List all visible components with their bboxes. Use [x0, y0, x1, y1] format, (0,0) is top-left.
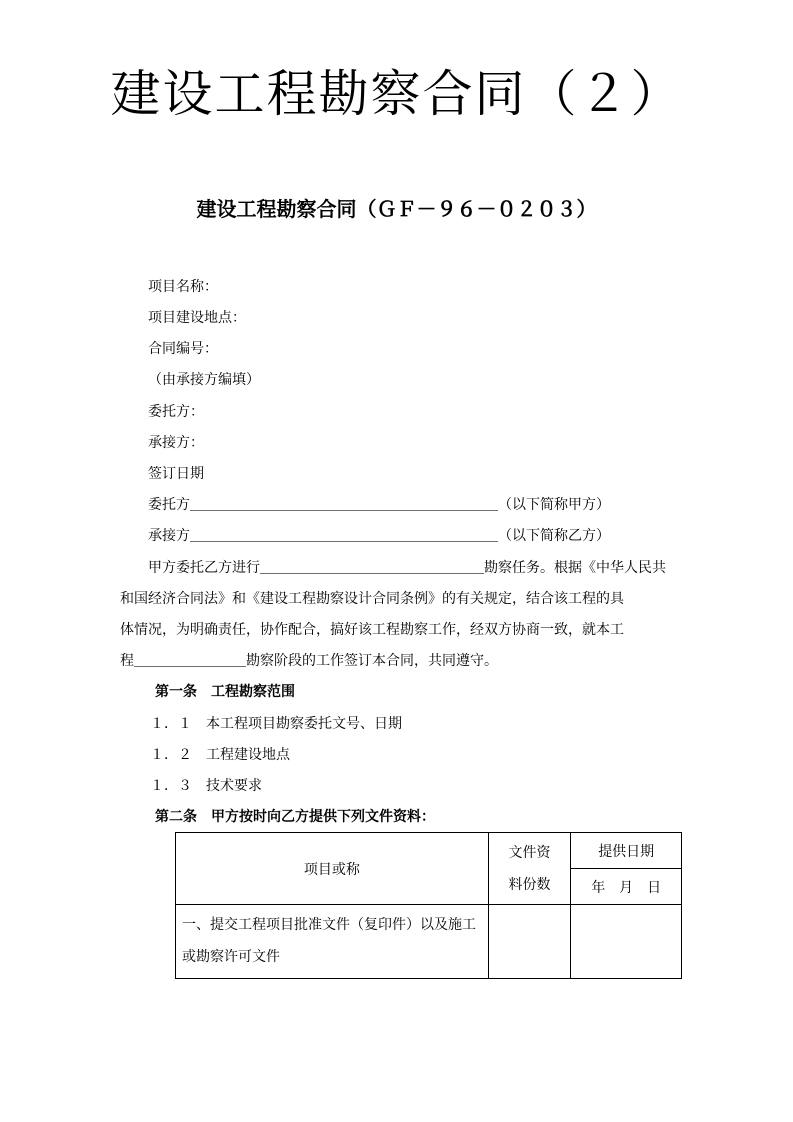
row-1-count — [488, 905, 571, 979]
article2-heading: 第二条 甲方按时向乙方提供下列文件资料： — [155, 809, 435, 825]
row-1-item: 一、提交工程项目批准文件（复印件）以及施工或勘察许可文件 — [176, 905, 489, 979]
field-contractor: 承接方： — [148, 435, 204, 451]
intro-line-3: 体情况，为明确责任，协作配合，搞好该工程勘察工作，经双方协商一致，就本工 — [120, 622, 624, 638]
field-client: 委托方： — [148, 404, 204, 420]
party-contractor-line: 承接方＿＿＿＿＿＿＿＿＿＿＿＿＿＿＿＿＿＿＿＿＿＿（以下简称乙方） — [148, 528, 610, 544]
field-sign-date: 签订日期 — [148, 466, 204, 482]
documents-table — [175, 832, 682, 979]
header-item-name: 项目或称 — [176, 833, 489, 905]
intro-line-2: 和国经济合同法》和《建设工程勘察设计合同条例》的有关规定，结合该工程的具 — [120, 591, 624, 607]
field-project-name: 项目名称： — [148, 279, 218, 295]
header-doc-count-line-1: 文件资 — [508, 844, 551, 861]
article1-heading: 第一条 工程勘察范围 — [155, 684, 295, 700]
article1-item-2: １．２ 工程建设地点 — [150, 747, 290, 763]
row-1-date — [571, 905, 682, 979]
party-client-line: 委托方＿＿＿＿＿＿＿＿＿＿＿＿＿＿＿＿＿＿＿＿＿＿（以下简称甲方） — [148, 497, 610, 513]
document-title: 建设工程勘察合同（２） — [110, 65, 683, 123]
field-project-location: 项目建设地点： — [148, 310, 246, 326]
article1-item-1: １．１ 本工程项目勘察委托文号、日期 — [150, 716, 402, 732]
header-doc-count-line-2: 料份数 — [508, 876, 551, 893]
intro-line-1: 甲方委托乙方进行＿＿＿＿＿＿＿＿＿＿＿＿＿＿＿＿勘察任务。根据《中华人民共 — [148, 560, 666, 576]
header-date-format: 年 月 日 — [571, 869, 682, 905]
header-provide-date: 提供日期 — [571, 833, 682, 869]
article1-item-3: １．３ 技术要求 — [150, 778, 262, 794]
document-subtitle: 建设工程勘察合同（ＧＦ－９６－０２０３） — [196, 197, 597, 221]
field-contract-no-note: （由承接方编填） — [148, 372, 260, 388]
intro-line-4: 程＿＿＿＿＿＿＿＿勘察阶段的工作签订本合同，共同遵守。 — [120, 653, 498, 669]
header-doc-count — [488, 833, 571, 905]
field-contract-no: 合同编号： — [148, 341, 218, 357]
